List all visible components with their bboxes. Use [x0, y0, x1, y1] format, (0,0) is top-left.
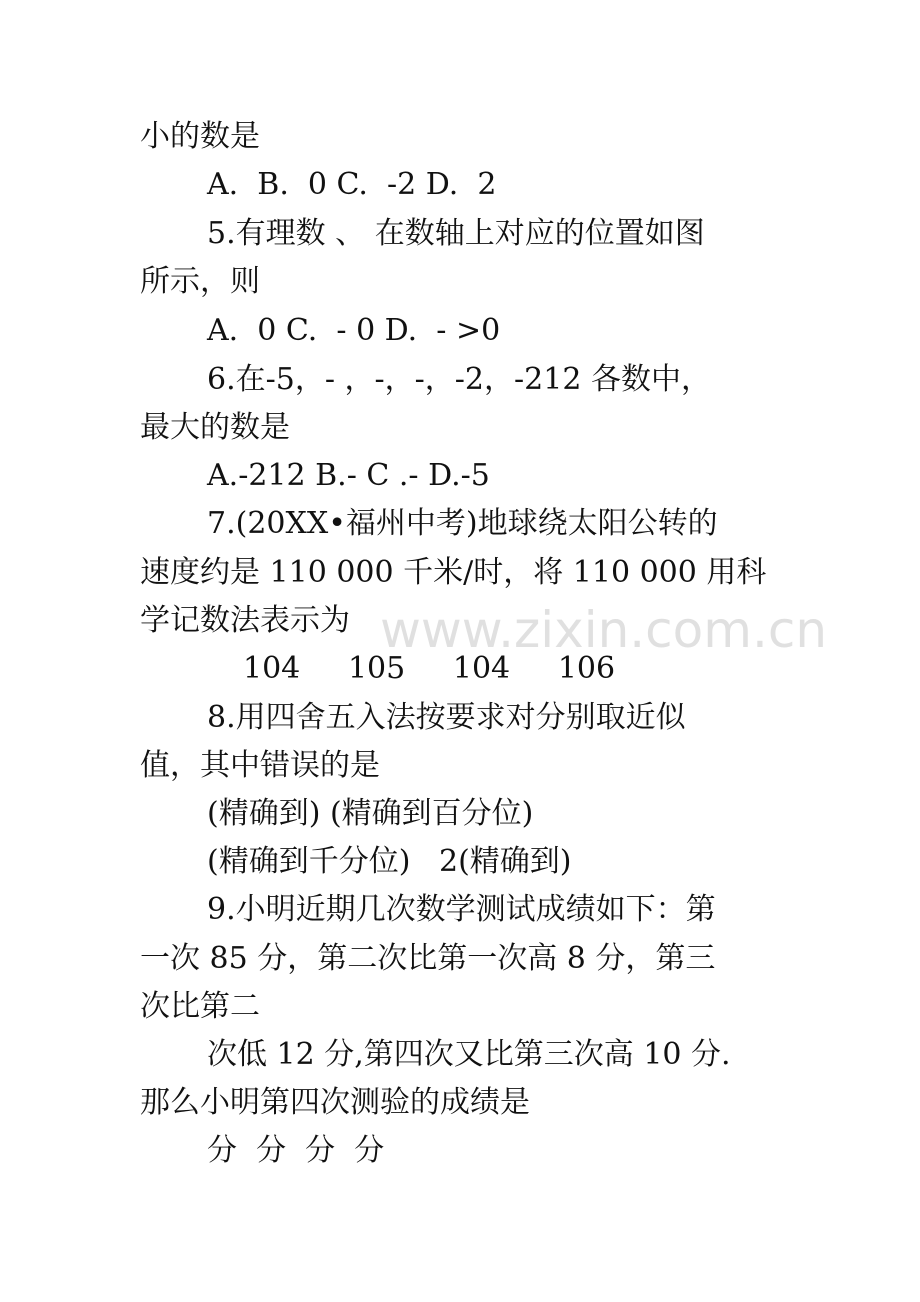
text-line-1: 小的数是 — [140, 119, 260, 154]
text-line-16: (精确到千分位) 2(精确到) — [207, 844, 572, 879]
text-line-5: A. 0 C. - 0 D. - >0 — [207, 313, 501, 348]
text-line-19: 次比第二 — [140, 989, 260, 1024]
text-line-17: 9.小明近期几次数学测试成绩如下：第 — [207, 892, 716, 927]
watermark: www.zixin.com.cn — [380, 601, 828, 659]
text-line-6: 6.在-5，- ，-，-，-2，-212 各数中， — [207, 362, 711, 397]
text-line-18: 一次 85 分，第二次比第一次高 8 分，第三 — [140, 941, 716, 976]
text-line-3: 5.有理数 、 在数轴上对应的位置如图 — [207, 216, 705, 251]
text-line-21: 那么小明第四次测验的成绩是 — [140, 1085, 530, 1120]
text-line-8: A.-212 B.- C .- D.-5 — [207, 458, 490, 493]
text-line-9: 7.(20XX•福州中考)地球绕太阳公转的 — [207, 506, 718, 541]
text-line-22: 分 分 分 分 — [207, 1133, 385, 1168]
text-line-2: A. B. 0 C. -2 D. 2 — [207, 167, 497, 202]
text-line-13: 8.用四舍五入法按要求对分别取近似 — [207, 700, 686, 735]
text-line-14: 值，其中错误的是 — [140, 748, 380, 783]
text-line-12: 104 105 104 106 — [243, 651, 616, 686]
text-line-15: (精确到) (精确到百分位) — [207, 796, 534, 831]
text-line-10: 速度约是 110 000 千米/时，将 110 000 用科 — [140, 555, 767, 590]
text-line-11: 学记数法表示为 — [140, 603, 350, 638]
text-line-20: 次低 12 分,第四次又比第三次高 10 分. — [207, 1037, 731, 1072]
text-line-7: 最大的数是 — [140, 410, 290, 445]
text-line-4: 所示，则 — [140, 264, 260, 299]
